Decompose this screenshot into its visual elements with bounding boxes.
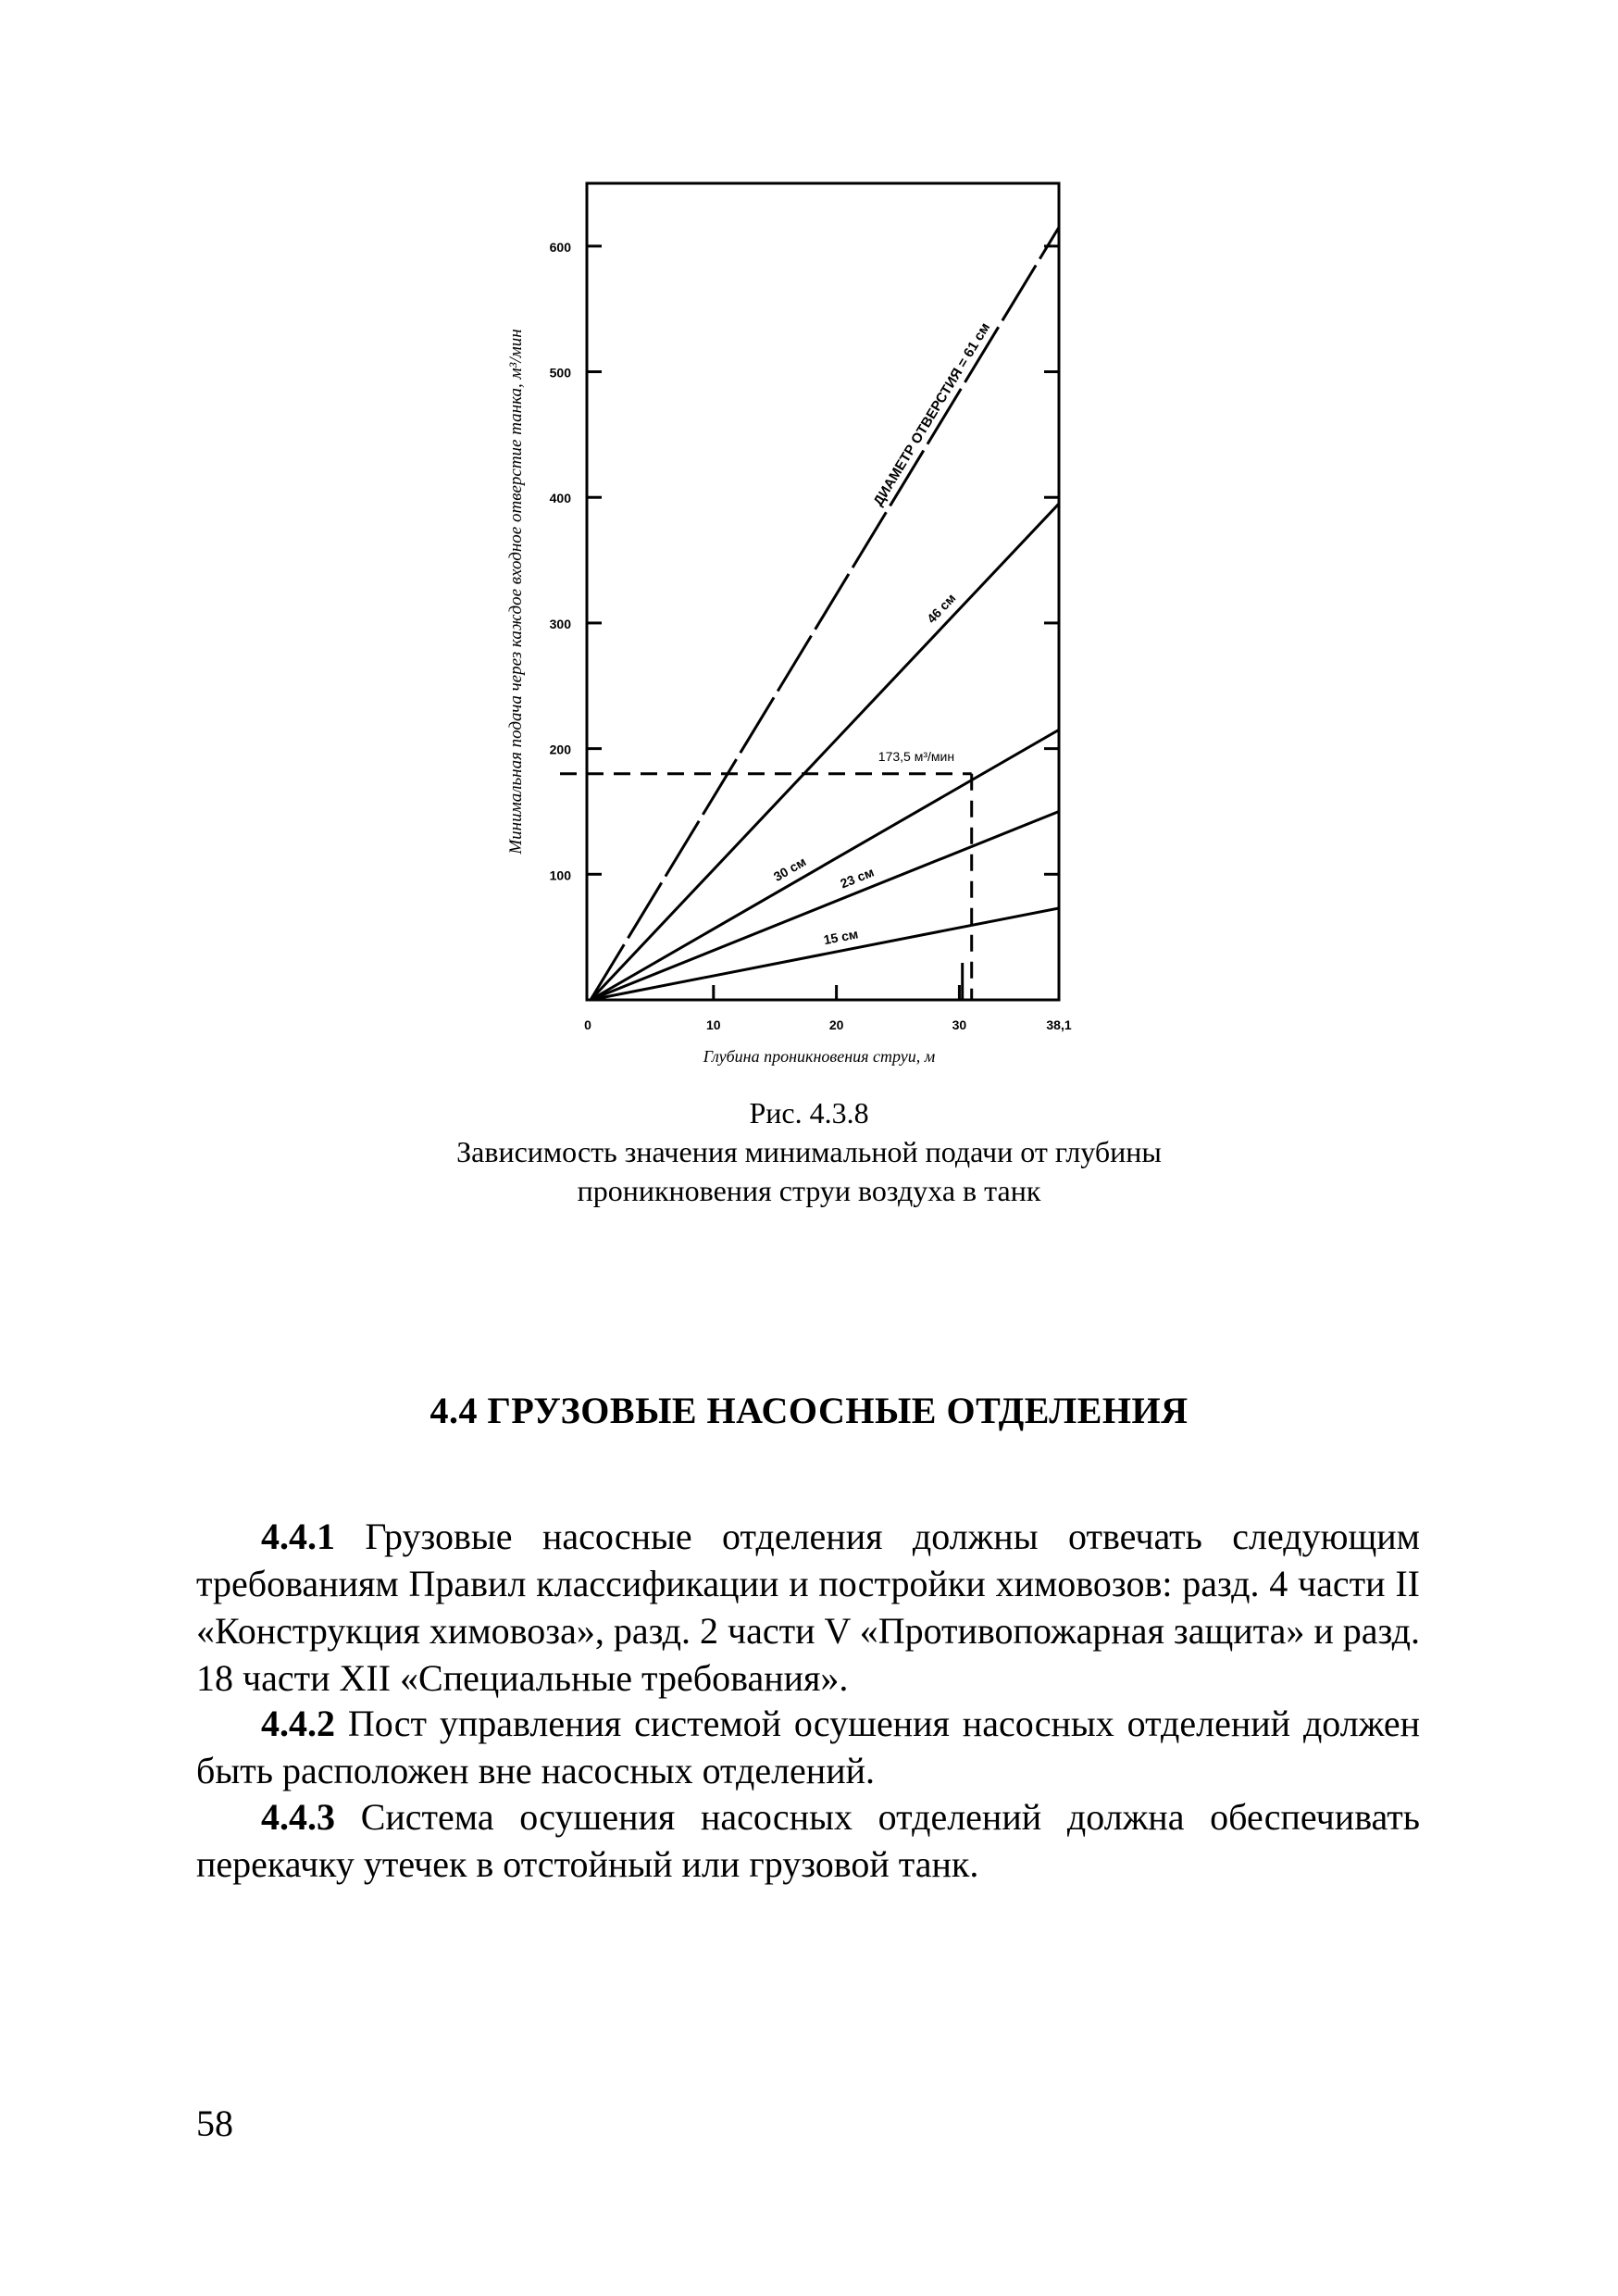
y-tick-label: 400 (549, 491, 571, 506)
series-line (591, 908, 1059, 1000)
paragraph-number: 4.4.1 (261, 1516, 335, 1557)
series-line (591, 730, 1059, 1000)
paragraph-text: Система осушения насосных отделений должна обеспечивать перекачку утечек в отстойный или грузовой танк. (196, 1796, 1420, 1885)
y-axis-label: Минимальная подача через каждое входное отверстие танка, м³/мин (506, 329, 526, 855)
y-tick-label: 600 (549, 239, 571, 255)
paragraph-4-4-1 (196, 1513, 1420, 1702)
x-axis-label: Глубина проникновения струи, м (703, 1047, 936, 1066)
y-tick-label: 500 (549, 365, 571, 381)
x-tick-label: 0 (584, 1017, 591, 1032)
y-tick-label: 300 (549, 616, 571, 631)
series-label: 23 см (838, 864, 877, 892)
series-line (591, 227, 1059, 1000)
x-tick-label: 38,1 (1046, 1017, 1072, 1032)
paragraph-text: Пост управления системой осушения насосных отделений должен быть расположен вне насосных отделений. (196, 1703, 1420, 1791)
figure-caption-line-2: проникновения струи воздуха в танк (577, 1173, 1041, 1207)
figure-caption (0, 1133, 1618, 1210)
paragraph-number: 4.4.3 (261, 1796, 335, 1838)
y-tick-label: 200 (549, 742, 571, 757)
x-tick-label: 20 (828, 1017, 844, 1032)
page-number: 58 (196, 2103, 233, 2144)
figure-number: Рис. 4.3.8 (749, 1096, 869, 1129)
series-label: 30 см (770, 854, 809, 884)
paragraph-4-4-3 (196, 1793, 1420, 1888)
paragraph-number: 4.4.2 (261, 1703, 335, 1744)
x-tick-label: 10 (706, 1017, 721, 1032)
series-label: ДИАМЕТР ОТВЕРСТИЯ = 61 см (870, 319, 994, 509)
plot-frame (587, 183, 1059, 1000)
series-line (591, 504, 1059, 1000)
y-tick-label: 100 (549, 867, 571, 883)
paragraph-4-4-2 (196, 1700, 1420, 1794)
x-tick-label: 30 (952, 1017, 967, 1032)
chart (0, 0, 1618, 1092)
reference-label: 173,5 м³/мин (877, 748, 955, 764)
paragraph-text: Грузовые насосные отделения должны отвечать следующим требованиям Правил классификации и постройки химовозов: разд. 4 части II «Конструкция химовоза», разд. 2 части V «Противопожарная защита» и разд. 18 части XII «Специальные требования». (196, 1516, 1420, 1699)
series-label: 15 см (822, 926, 860, 948)
figure-caption-line-1: Зависимость значения минимальной подачи от глубины (456, 1135, 1162, 1168)
section-title: 4.4 ГРУЗОВЫЕ НАСОСНЫЕ ОТДЕЛЕНИЯ (429, 1390, 1189, 1431)
series-label: 46 см (923, 590, 959, 627)
series-line (591, 811, 1059, 1000)
